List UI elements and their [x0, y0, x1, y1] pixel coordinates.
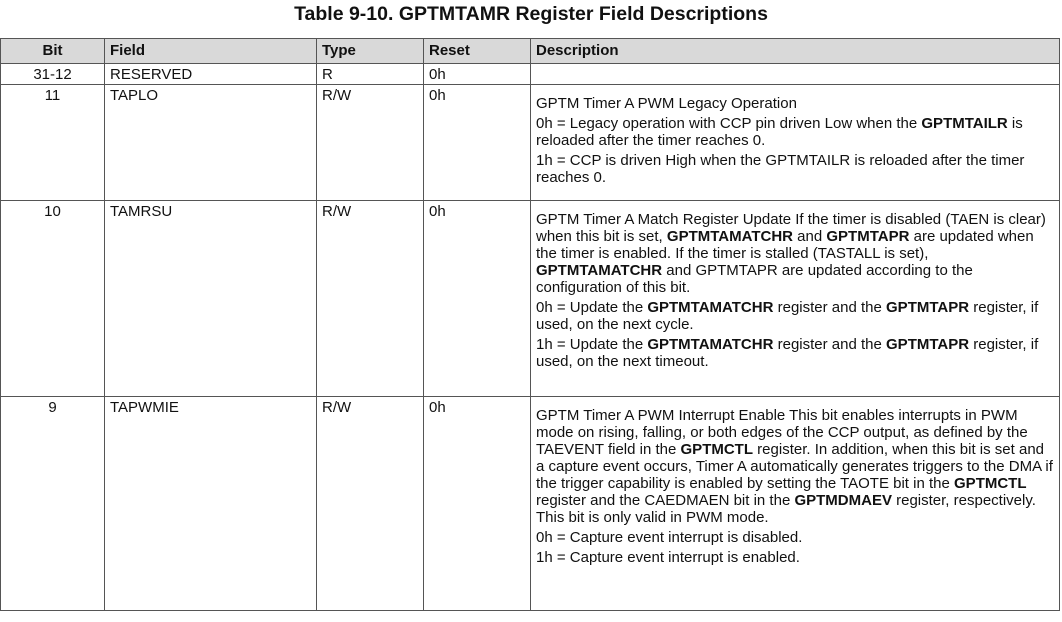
register-name: GPTMCTL [680, 441, 754, 458]
description-text: are updated when the timer is enabled. If the timer is stalled (TASTALL is set), [536, 228, 1034, 262]
column-header-field: Field [105, 39, 317, 64]
cell-reset: 0h [424, 85, 531, 201]
register-field-table [0, 38, 1060, 611]
cell-field: TAMRSU [105, 201, 317, 397]
cell-bit: 31-12 [1, 64, 105, 85]
register-name: GPTMTAMATCHR [647, 336, 774, 353]
table-row [1, 397, 1060, 611]
register-name: GPTMTAPR [886, 336, 970, 353]
cell-type: R/W [317, 201, 424, 397]
column-header-description: Description [531, 39, 1060, 64]
cell-type: R [317, 64, 424, 85]
description-text: register, if used, on the next timeout. [536, 336, 1039, 370]
description-text: register and the [773, 299, 887, 316]
cell-bit: 11 [1, 85, 105, 201]
description-paragraph [536, 549, 1054, 566]
description-text: GPTM Timer A Match Register Update If the timer is disabled (TAEN is clear) when this bit is set, [536, 211, 1046, 245]
description-paragraph [536, 529, 1054, 546]
description-text: 1h = Capture event interrupt is enabled. [536, 549, 800, 566]
register-name: GPTMTAMATCHR [666, 228, 793, 245]
cell-reset: 0h [424, 201, 531, 397]
description-paragraph [536, 95, 1054, 112]
cell-field: TAPWMIE [105, 397, 317, 611]
cell-field: TAPLO [105, 85, 317, 201]
cell-description [531, 64, 1060, 85]
cell-reset: 0h [424, 64, 531, 85]
description-text: register and the CAEDMAEN bit in the [536, 492, 795, 509]
cell-bit: 10 [1, 201, 105, 397]
description-text: register, respectively. This bit is only valid in PWM mode. [536, 492, 1036, 526]
description-paragraph [536, 115, 1054, 149]
register-name: GPTMTAMATCHR [536, 262, 663, 279]
column-header-type: Type [317, 39, 424, 64]
column-header-reset: Reset [424, 39, 531, 64]
register-name: GPTMDMAEV [794, 492, 892, 509]
description-text: GPTM Timer A PWM Interrupt Enable This bit enables interrupts in PWM mode on rising, falling, or both edges of the CCP output, as defined by the TAEVENT field in the [536, 407, 1028, 458]
description-text: 1h = CCP is driven High when the GPTMTAILR is reloaded after the timer reaches 0. [536, 152, 1025, 186]
description-text: is reloaded after the timer reaches 0. [536, 115, 1023, 149]
cell-field: RESERVED [105, 64, 317, 85]
description-text: and [793, 228, 827, 245]
cell-description [531, 397, 1060, 611]
description-text: register and the [773, 336, 887, 353]
column-header-bit: Bit [1, 39, 105, 64]
cell-type: R/W [317, 85, 424, 201]
description-text: register, if used, on the next cycle. [536, 299, 1039, 333]
description-paragraph [536, 407, 1054, 526]
register-name: GPTMCTL [954, 475, 1027, 492]
table-row [1, 64, 1060, 85]
cell-description [531, 85, 1060, 201]
register-name: GPTMTAMATCHR [647, 299, 774, 316]
register-name: GPTMTAPR [826, 228, 910, 245]
register-name: GPTMTAILR [921, 115, 1008, 132]
description-text: 1h = Update the [536, 336, 648, 353]
table-title: Table 9-10. GPTMTAMR Register Field Descriptions [294, 3, 768, 25]
description-text: 0h = Legacy operation with CCP pin driven Low when the [536, 115, 922, 132]
description-text: GPTM Timer A PWM Legacy Operation [536, 95, 797, 112]
cell-description [531, 201, 1060, 397]
register-name: GPTMTAPR [886, 299, 970, 316]
description-text: register. In addition, when this bit is set and a capture event occurs, Timer A automatically generates triggers to the DMA if the trigger capability is enabled by setting the TAOTE bit in the [536, 441, 1053, 492]
description-text: and GPTMTAPR are updated according to the configuration of this bit. [536, 262, 973, 296]
description-text: 0h = Update the [536, 299, 648, 316]
description-paragraph [536, 336, 1054, 370]
cell-type: R/W [317, 397, 424, 611]
table-row [1, 201, 1060, 397]
description-paragraph [536, 211, 1054, 296]
cell-bit: 9 [1, 397, 105, 611]
description-paragraph [536, 299, 1054, 333]
cell-reset: 0h [424, 397, 531, 611]
table-header-row [1, 39, 1060, 64]
table-row [1, 85, 1060, 201]
description-paragraph [536, 152, 1054, 186]
description-text: 0h = Capture event interrupt is disabled. [536, 529, 803, 546]
